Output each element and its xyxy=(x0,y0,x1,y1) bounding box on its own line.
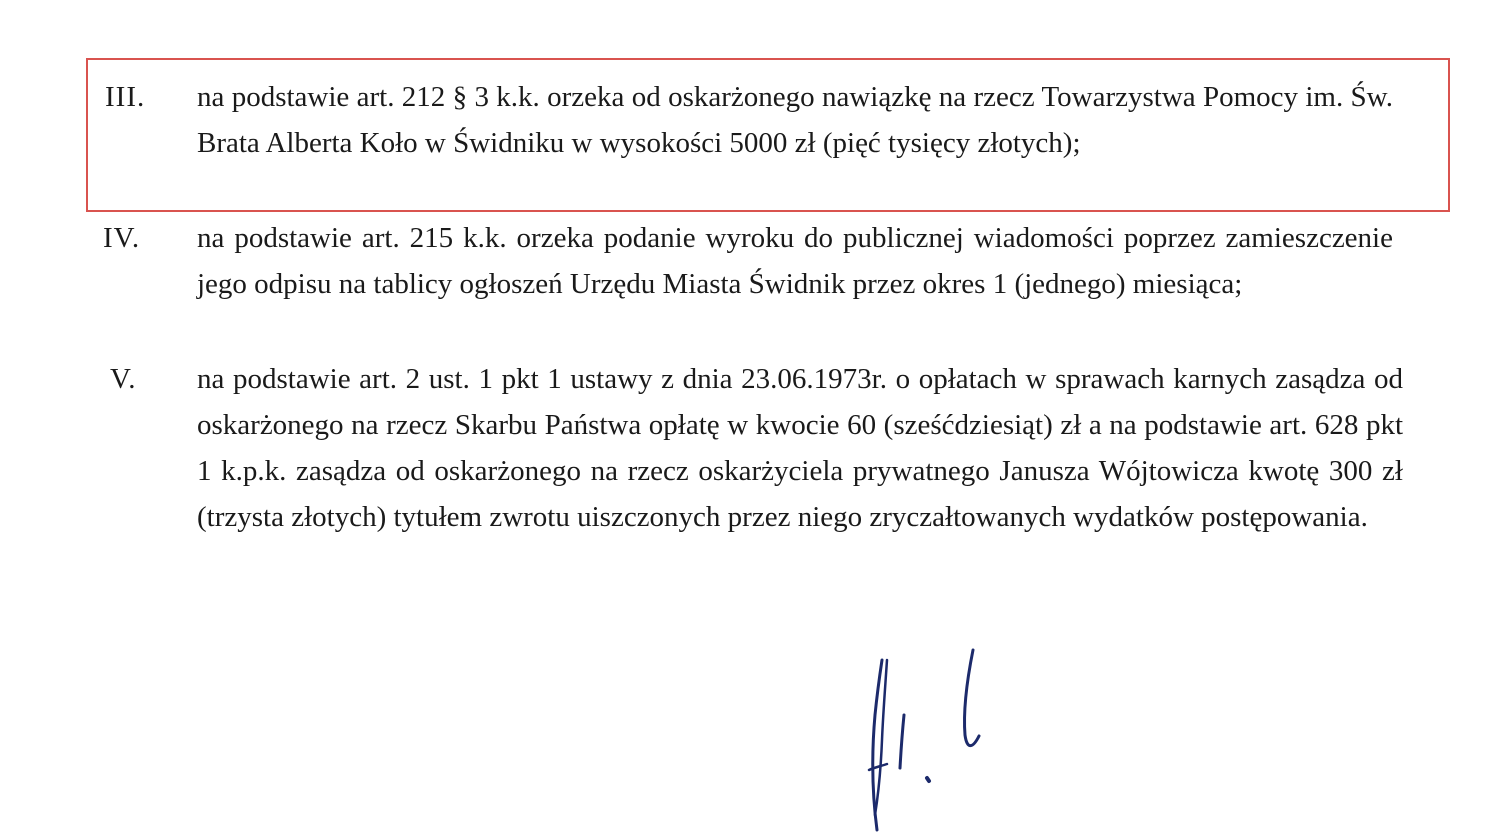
item-numeral: IV. xyxy=(103,222,141,254)
item-numeral: V. xyxy=(110,363,137,395)
item-text: na podstawie art. 2 ust. 1 pkt 1 ustawy z dnia 23.06.1973r. o opłatach w sprawach karnych zasądza od oskarżonego na rzecz Skarbu Państwa opłatę w kwocie 60 (sześćdziesiąt) zł a na podstawie art. 628 pkt 1 k.p.k. zasądza od oskarżonego na rzecz oskarżyciela prywatnego Janusza Wójtowicza kwotę 300 zł (trzysta złotych) tytułem zwrotu uiszczonych przez niego zryczałtowanych wydatków postępowania. xyxy=(197,363,1403,533)
item-numeral: III. xyxy=(105,81,146,113)
item-text: na podstawie art. 212 § 3 k.k. orzeka od oskarżonego nawiązkę na rzecz Towarzystwa Pomocy im. Św. Brata Alberta Koło w Świdniku w wysokości 5000 zł (pięć tysięcy złotych); xyxy=(197,81,1393,159)
item-text: na podstawie art. 215 k.k. orzeka podanie wyroku do publicznej wiadomości poprzez zamieszczenie jego odpisu na tablicy ogłoszeń Urzędu Miasta Świdnik przez okres 1 (jednego) miesiąca; xyxy=(197,222,1393,300)
handwritten-signature xyxy=(855,640,1005,840)
